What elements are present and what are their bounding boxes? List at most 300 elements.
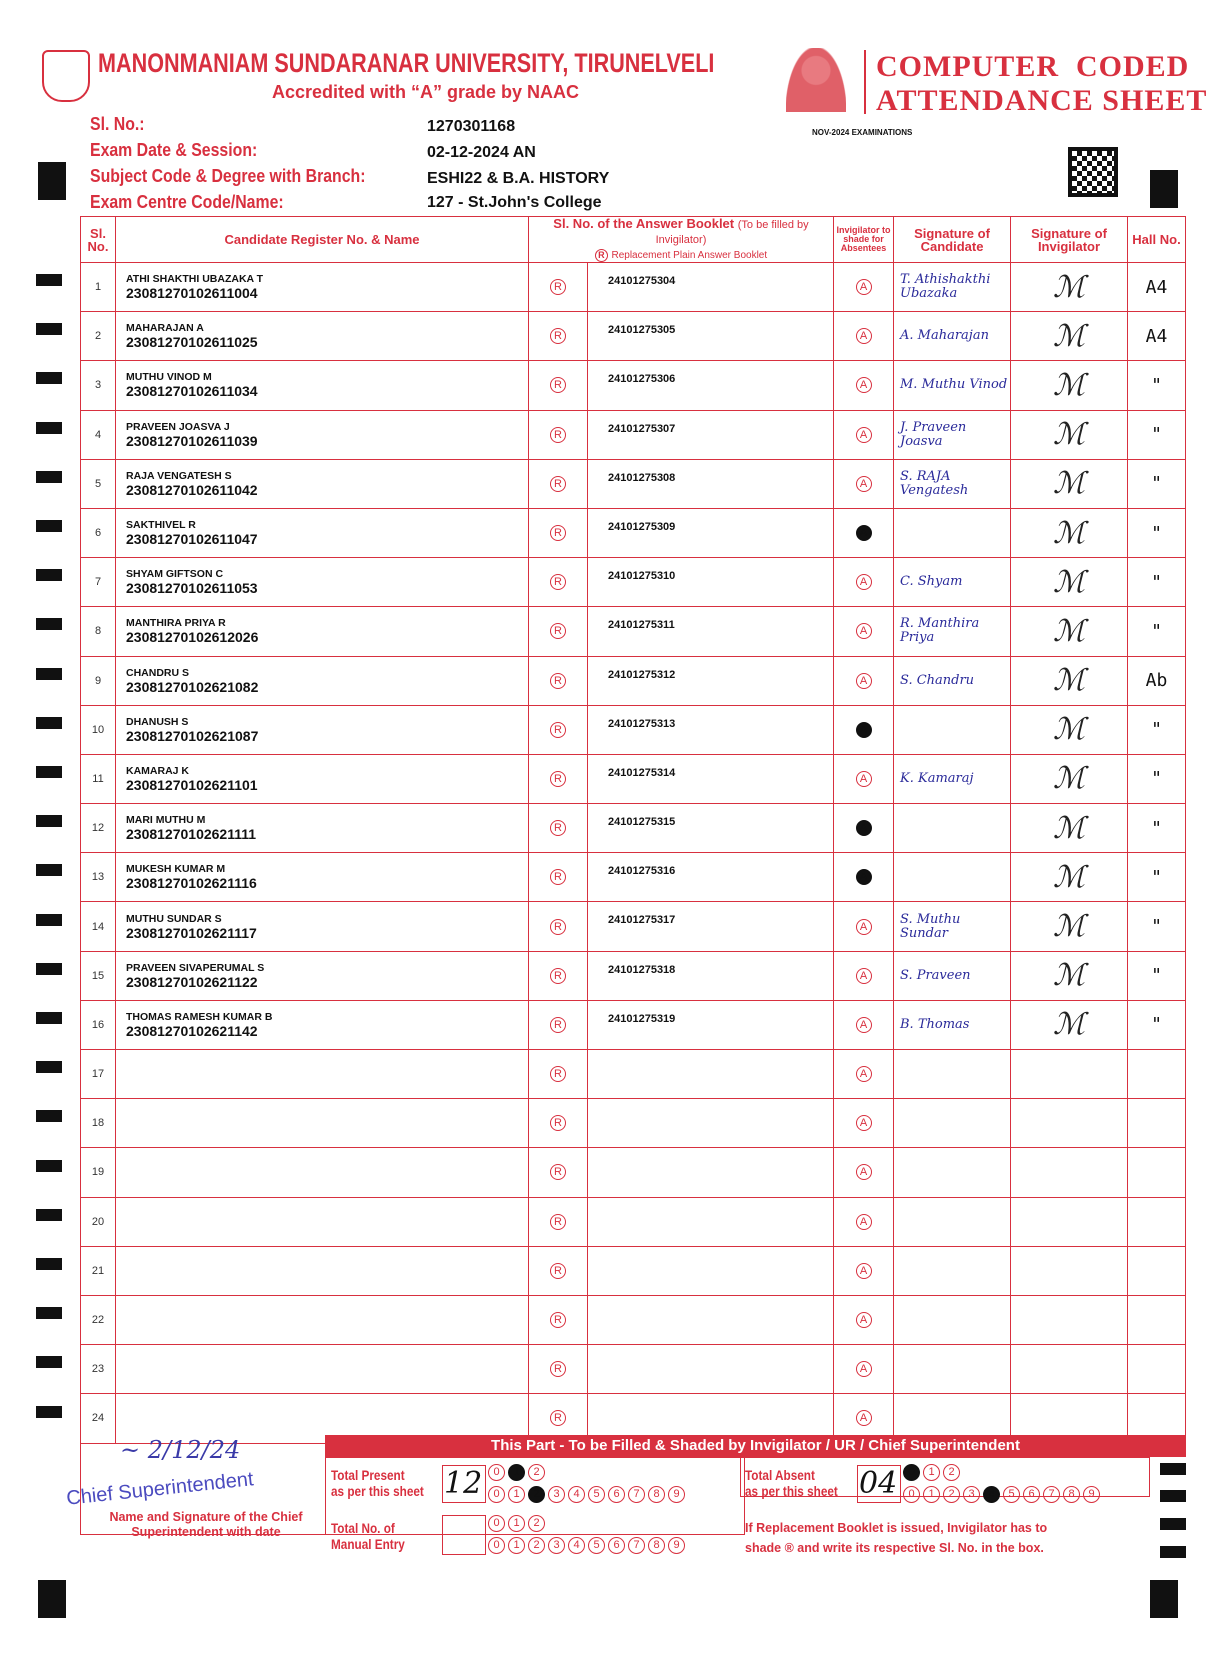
replacement-bubble[interactable]: R <box>550 1164 566 1180</box>
hall-number: " <box>1128 508 1186 557</box>
absent-bubble[interactable]: A <box>856 1017 872 1033</box>
candidate-cell <box>116 1000 529 1049</box>
row-sl: 2 <box>81 312 116 361</box>
absent-cell <box>834 263 894 312</box>
booklet-number: 24101275313 <box>588 705 834 754</box>
absent-bubble[interactable]: A <box>856 328 872 344</box>
timing-mark <box>36 1406 62 1418</box>
absent-bubble[interactable]: A <box>856 968 872 984</box>
table-row <box>81 804 1186 853</box>
absent-cell <box>834 607 894 656</box>
digit-bubble[interactable]: 2 <box>528 1464 545 1481</box>
col-sl: Sl. No. <box>81 217 116 263</box>
hall-number: " <box>1128 558 1186 607</box>
university-name: MANONMANIAM SUNDARANAR UNIVERSITY, TIRUNELVELI <box>98 48 715 78</box>
candidate-signature: S. Chandru <box>894 656 1011 705</box>
replacement-bubble[interactable]: R <box>550 869 566 885</box>
row-sl: 17 <box>81 1050 116 1099</box>
timing-mark <box>36 1061 62 1073</box>
founder-portrait <box>786 48 846 112</box>
candidate-signature: A. Maharajan <box>894 312 1011 361</box>
replacement-bubble[interactable]: R <box>550 1312 566 1328</box>
digit-bubble[interactable]: 4 <box>568 1486 585 1503</box>
timing-mark <box>36 323 62 335</box>
digit-bubble[interactable]: 0 <box>488 1537 505 1554</box>
replacement-cell <box>529 508 588 557</box>
centre-value: 127 - St.John's College <box>427 194 602 211</box>
replacement-bubble[interactable]: R <box>550 820 566 836</box>
hall-number: A4 <box>1128 263 1186 312</box>
absent-bubble[interactable]: A <box>856 771 872 787</box>
col-candidate-signature: Signature of Candidate <box>894 217 1011 263</box>
replacement-cell <box>529 1000 588 1049</box>
col-invigilator-signature: Signature of Invigilator <box>1011 217 1128 263</box>
candidate-cell <box>116 656 529 705</box>
absent-bubble[interactable]: A <box>856 279 872 295</box>
subject-value: ESHI22 & B.A. HISTORY <box>427 170 610 187</box>
row-sl: 18 <box>81 1099 116 1148</box>
exam-date-label: Exam Date & Session: <box>90 140 258 160</box>
hall-number <box>1128 1099 1186 1148</box>
absent-bubble[interactable]: A <box>856 525 872 541</box>
row-sl: 7 <box>81 558 116 607</box>
timing-mark <box>36 1012 62 1024</box>
candidate-name: MUTHU VINOD M <box>126 371 212 384</box>
digit-bubble[interactable]: 7 <box>628 1537 645 1554</box>
total-present-value: 12 <box>444 1466 483 1501</box>
candidate-name: CHANDRU S <box>126 666 189 679</box>
invigilator-signature: ℳ <box>1011 754 1128 803</box>
booklet-number: 24101275316 <box>588 853 834 902</box>
absent-bubble[interactable]: A <box>856 623 872 639</box>
absent-bubble[interactable]: A <box>856 1361 872 1377</box>
booklet-number <box>588 1148 834 1197</box>
replacement-bubble[interactable]: R <box>550 623 566 639</box>
replacement-bubble[interactable]: R <box>550 919 566 935</box>
digit-bubble[interactable]: 6 <box>608 1537 625 1554</box>
register-number: 23081270102611039 <box>126 432 258 449</box>
row-sl: 23 <box>81 1345 116 1394</box>
absent-cell <box>834 951 894 1000</box>
table-row <box>81 705 1186 754</box>
invigilator-signature <box>1011 1148 1128 1197</box>
table-row <box>81 410 1186 459</box>
sheet-title <box>876 50 1207 118</box>
exam-name: NOV-2024 EXAMINATIONS <box>812 128 913 137</box>
digit-bubble[interactable]: 5 <box>1003 1486 1020 1503</box>
alignment-mark <box>38 162 66 200</box>
replacement-cell <box>529 312 588 361</box>
digit-bubble[interactable]: 1 <box>508 1515 525 1532</box>
total-absent-value: 04 <box>859 1466 898 1501</box>
digit-bubbles <box>488 1537 685 1554</box>
replacement-bubble[interactable]: R <box>550 328 566 344</box>
col-hall: Hall No. <box>1128 217 1186 263</box>
candidate-cell <box>116 1197 529 1246</box>
label-line: Total No. of <box>331 1520 395 1536</box>
register-number: 23081270102621101 <box>126 776 258 793</box>
absent-cell <box>834 1050 894 1099</box>
digit-bubble[interactable]: 9 <box>668 1537 685 1554</box>
replacement-cell <box>529 804 588 853</box>
hall-number: " <box>1128 705 1186 754</box>
col-invigilator-shade: Invigilator to shade for Absentees <box>834 217 894 263</box>
digit-bubbles <box>903 1486 1100 1503</box>
digit-bubbles <box>488 1464 545 1481</box>
booklet-number <box>588 1246 834 1295</box>
hall-number <box>1128 1345 1186 1394</box>
booklet-number: 24101275304 <box>588 263 834 312</box>
absent-cell <box>834 361 894 410</box>
absent-bubble[interactable]: A <box>856 722 872 738</box>
invigilator-signature: ℳ <box>1011 459 1128 508</box>
booklet-number: 24101275311 <box>588 607 834 656</box>
invigilator-signature: ℳ <box>1011 804 1128 853</box>
digit-bubble[interactable]: 8 <box>648 1486 665 1503</box>
digit-bubble[interactable]: 0 <box>903 1486 920 1503</box>
row-sl: 11 <box>81 754 116 803</box>
manual-entry-box[interactable] <box>442 1515 486 1555</box>
absent-cell <box>834 1000 894 1049</box>
row-sl: 22 <box>81 1295 116 1344</box>
candidate-signature: C. Shyam <box>894 558 1011 607</box>
replacement-bubble[interactable]: R <box>550 279 566 295</box>
hall-number: " <box>1128 951 1186 1000</box>
candidate-cell <box>116 1099 529 1148</box>
replacement-bubble[interactable]: R <box>550 1066 566 1082</box>
digit-bubble[interactable]: 0 <box>488 1464 505 1481</box>
digit-bubble[interactable]: 5 <box>588 1486 605 1503</box>
candidate-name: SAKTHIVEL R <box>126 519 196 532</box>
register-number: 23081270102621142 <box>126 1022 258 1039</box>
digit-bubble[interactable]: 1 <box>508 1537 525 1554</box>
row-sl: 15 <box>81 951 116 1000</box>
row-sl: 6 <box>81 508 116 557</box>
footer-banner: This Part - To be Filled & Shaded by Invigilator / UR / Chief Superintendent <box>325 1435 1186 1457</box>
invigilator-signature: ℳ <box>1011 410 1128 459</box>
r-bubble-icon: R <box>595 249 608 262</box>
absent-bubble[interactable]: A <box>856 1066 872 1082</box>
timing-mark <box>36 422 62 434</box>
note-line: shade ® and write its respective Sl. No. in the box. <box>745 1541 1044 1555</box>
college-stamp: Chief Superintendent <box>65 1468 255 1510</box>
digit-bubble[interactable]: 2 <box>528 1515 545 1532</box>
timing-mark <box>36 372 62 384</box>
timing-mark <box>36 668 62 680</box>
absent-bubble[interactable]: A <box>856 1312 872 1328</box>
candidate-signature <box>894 1295 1011 1344</box>
absent-bubble[interactable]: A <box>856 673 872 689</box>
alignment-mark <box>1150 1580 1178 1618</box>
digit-bubble[interactable]: 4 <box>983 1486 1000 1503</box>
row-sl: 14 <box>81 902 116 951</box>
absent-bubble[interactable]: A <box>856 869 872 885</box>
table-row <box>81 1246 1186 1295</box>
label-line: as per this sheet <box>745 1483 838 1499</box>
timing-mark <box>1160 1463 1186 1475</box>
candidate-cell <box>116 410 529 459</box>
digit-bubbles <box>488 1486 685 1503</box>
digit-bubble[interactable]: 1 <box>923 1486 940 1503</box>
row-sl: 24 <box>81 1394 116 1443</box>
absent-bubble[interactable]: A <box>856 574 872 590</box>
candidate-name: MAHARAJAN A <box>126 322 204 335</box>
booklet-number <box>588 1099 834 1148</box>
booklet-number <box>588 1295 834 1344</box>
replacement-cell <box>529 853 588 902</box>
chief-superintendent-signature: ~ 2/12/24 <box>120 1436 241 1464</box>
replacement-bubble[interactable]: R <box>550 574 566 590</box>
digit-bubble[interactable]: 2 <box>528 1486 545 1503</box>
replacement-bubble[interactable]: R <box>550 722 566 738</box>
digit-bubbles <box>488 1515 545 1532</box>
timing-mark <box>1160 1518 1186 1530</box>
replacement-cell <box>529 656 588 705</box>
absent-bubble[interactable]: A <box>856 1115 872 1131</box>
sheet-title-line2: ATTENDANCE SHEET <box>876 84 1208 117</box>
replacement-bubble[interactable]: R <box>550 673 566 689</box>
register-number: 23081270102621117 <box>126 924 257 941</box>
candidate-cell <box>116 705 529 754</box>
hall-number: " <box>1128 754 1186 803</box>
candidate-signature <box>894 705 1011 754</box>
absent-bubble[interactable]: A <box>856 476 872 492</box>
booklet-number: 24101275305 <box>588 312 834 361</box>
booklet-number: 24101275317 <box>588 902 834 951</box>
booklet-number: 24101275310 <box>588 558 834 607</box>
register-number: 23081270102611047 <box>126 531 258 548</box>
candidate-cell <box>116 312 529 361</box>
hall-number <box>1128 1197 1186 1246</box>
digit-bubble[interactable]: 8 <box>648 1537 665 1554</box>
divider <box>864 50 866 114</box>
invigilator-signature <box>1011 1295 1128 1344</box>
replacement-bubble[interactable]: R <box>550 1214 566 1230</box>
absent-bubble[interactable]: A <box>856 427 872 443</box>
hall-number <box>1128 1295 1186 1344</box>
candidate-cell <box>116 1345 529 1394</box>
absent-bubble[interactable]: A <box>856 1214 872 1230</box>
digit-bubble[interactable]: 9 <box>668 1486 685 1503</box>
candidate-signature: R. Manthira Priya <box>894 607 1011 656</box>
total-absent-label <box>745 1467 856 1499</box>
hall-number: " <box>1128 1000 1186 1049</box>
exam-date-value: 02-12-2024 AN <box>427 144 536 161</box>
absent-bubble[interactable]: A <box>856 377 872 393</box>
register-number: 23081270102611025 <box>126 334 258 351</box>
absent-cell <box>834 754 894 803</box>
row-sl: 13 <box>81 853 116 902</box>
label-line: Total Absent <box>745 1467 815 1483</box>
replacement-bubble[interactable]: R <box>550 427 566 443</box>
absent-bubble[interactable]: A <box>856 1164 872 1180</box>
invigilator-signature: ℳ <box>1011 1000 1128 1049</box>
row-sl: 1 <box>81 263 116 312</box>
row-sl: 19 <box>81 1148 116 1197</box>
timing-mark <box>1160 1490 1186 1502</box>
replacement-bubble[interactable]: R <box>550 377 566 393</box>
digit-bubble[interactable]: 3 <box>548 1486 565 1503</box>
booklet-number: 24101275309 <box>588 508 834 557</box>
candidate-signature <box>894 1099 1011 1148</box>
booklet-number <box>588 1197 834 1246</box>
invigilator-signature <box>1011 1246 1128 1295</box>
replacement-cell <box>529 361 588 410</box>
replacement-bubble[interactable]: R <box>550 1410 566 1426</box>
alignment-mark <box>1150 170 1178 208</box>
replacement-bubble[interactable]: R <box>550 1361 566 1377</box>
row-sl: 8 <box>81 607 116 656</box>
label-line: Total Present <box>331 1467 405 1483</box>
replacement-bubble[interactable]: R <box>550 476 566 492</box>
timing-mark <box>36 569 62 581</box>
replacement-cell <box>529 1295 588 1344</box>
booklet-number <box>588 1050 834 1099</box>
digit-bubble[interactable]: 1 <box>923 1464 940 1481</box>
hall-number: " <box>1128 804 1186 853</box>
absent-bubble[interactable]: A <box>856 1263 872 1279</box>
booklet-number: 24101275308 <box>588 459 834 508</box>
chief-superintendent-label: Name and Signature of the Chief Superintendent with date <box>109 1510 303 1539</box>
digit-bubble[interactable]: 8 <box>1063 1486 1080 1503</box>
total-present-label <box>331 1467 442 1499</box>
absent-cell <box>834 312 894 361</box>
digit-bubble[interactable]: 7 <box>628 1486 645 1503</box>
candidate-name: MANTHIRA PRIYA R <box>126 617 226 630</box>
digit-bubble[interactable]: 4 <box>568 1537 585 1554</box>
digit-bubble[interactable]: 3 <box>548 1537 565 1554</box>
table-row <box>81 1295 1186 1344</box>
replacement-bubble[interactable]: R <box>550 525 566 541</box>
candidate-name: PRAVEEN JOASVA J <box>126 420 230 433</box>
digit-bubble[interactable]: 0 <box>488 1515 505 1532</box>
timing-mark <box>36 1307 62 1319</box>
absent-cell <box>834 656 894 705</box>
register-number: 23081270102612026 <box>126 629 259 646</box>
candidate-cell <box>116 558 529 607</box>
absent-bubble[interactable]: A <box>856 919 872 935</box>
table-row <box>81 902 1186 951</box>
hall-number: " <box>1128 902 1186 951</box>
candidate-name: MUTHU SUNDAR S <box>126 912 222 925</box>
replacement-cell <box>529 1148 588 1197</box>
replacement-bubble[interactable]: R <box>550 1017 566 1033</box>
row-sl: 16 <box>81 1000 116 1049</box>
timing-mark <box>36 717 62 729</box>
digit-bubble[interactable]: 1 <box>508 1464 525 1481</box>
booklet-number: 24101275312 <box>588 656 834 705</box>
row-sl: 4 <box>81 410 116 459</box>
table-row <box>81 1099 1186 1148</box>
absent-cell <box>834 853 894 902</box>
subject-label: Subject Code & Degree with Branch: <box>90 166 366 186</box>
candidate-signature: B. Thomas <box>894 1000 1011 1049</box>
candidate-name: MARI MUTHU M <box>126 814 206 827</box>
table-row <box>81 656 1186 705</box>
digit-bubble[interactable]: 1 <box>508 1486 525 1503</box>
absent-bubble[interactable]: A <box>856 1410 872 1426</box>
timing-mark <box>36 815 62 827</box>
candidate-signature <box>894 1050 1011 1099</box>
timing-mark <box>36 1356 62 1368</box>
candidate-name: MUKESH KUMAR M <box>126 863 226 876</box>
hall-number <box>1128 1148 1186 1197</box>
digit-bubble[interactable]: 7 <box>1043 1486 1060 1503</box>
hall-number: A4 <box>1128 312 1186 361</box>
digit-bubble[interactable]: 3 <box>963 1486 980 1503</box>
replacement-bubble[interactable]: R <box>550 771 566 787</box>
hall-number: " <box>1128 410 1186 459</box>
table-row <box>81 459 1186 508</box>
invigilator-signature: ℳ <box>1011 656 1128 705</box>
register-number: 23081270102611004 <box>126 285 258 302</box>
replacement-bubble[interactable]: R <box>550 968 566 984</box>
invigilator-signature <box>1011 1345 1128 1394</box>
hall-number: " <box>1128 853 1186 902</box>
candidate-cell <box>116 853 529 902</box>
candidate-signature <box>894 804 1011 853</box>
label-line: Manual Entry <box>331 1536 405 1552</box>
booklet-heading: Sl. No. of the Answer Booklet <box>553 216 735 231</box>
absent-cell <box>834 1197 894 1246</box>
absent-cell <box>834 508 894 557</box>
booklet-number: 24101275306 <box>588 361 834 410</box>
replacement-bubble[interactable]: R <box>550 1115 566 1131</box>
digit-bubble[interactable]: 2 <box>943 1464 960 1481</box>
note-line: If Replacement Booklet is issued, Invigilator has to <box>745 1521 1048 1535</box>
digit-bubble[interactable]: 0 <box>488 1486 505 1503</box>
digit-bubble[interactable]: 9 <box>1083 1486 1100 1503</box>
timing-mark <box>36 864 62 876</box>
replacement-cell <box>529 1246 588 1295</box>
candidate-cell <box>116 263 529 312</box>
absent-bubble[interactable]: A <box>856 820 872 836</box>
candidate-signature: S. Muthu Sundar <box>894 902 1011 951</box>
digit-bubble[interactable]: 6 <box>608 1486 625 1503</box>
replacement-bubble[interactable]: R <box>550 1263 566 1279</box>
row-sl: 12 <box>81 804 116 853</box>
register-number: 23081270102621116 <box>126 875 257 892</box>
row-sl: 21 <box>81 1246 116 1295</box>
replacement-cell <box>529 558 588 607</box>
invigilator-signature: ℳ <box>1011 951 1128 1000</box>
candidate-name: THOMAS RAMESH KUMAR B <box>126 1010 273 1023</box>
invigilator-signature: ℳ <box>1011 705 1128 754</box>
register-number: 23081270102621122 <box>126 973 258 990</box>
candidate-signature <box>894 1197 1011 1246</box>
register-number: 23081270102621111 <box>126 826 257 843</box>
absent-cell <box>834 459 894 508</box>
digit-bubble[interactable]: 5 <box>588 1537 605 1554</box>
replacement-cell <box>529 754 588 803</box>
hall-number: " <box>1128 361 1186 410</box>
timing-mark <box>36 520 62 532</box>
timing-mark <box>36 1209 62 1221</box>
digit-bubble[interactable]: 6 <box>1023 1486 1040 1503</box>
candidate-cell <box>116 1148 529 1197</box>
booklet-number: 24101275315 <box>588 804 834 853</box>
candidate-cell <box>116 754 529 803</box>
booklet-number: 24101275319 <box>588 1000 834 1049</box>
table-row <box>81 1345 1186 1394</box>
candidate-signature <box>894 1246 1011 1295</box>
digit-bubble[interactable]: 2 <box>943 1486 960 1503</box>
absent-cell <box>834 1295 894 1344</box>
candidate-name: KAMARAJ K <box>126 764 189 777</box>
digit-bubble[interactable]: 2 <box>528 1537 545 1554</box>
digit-bubble[interactable]: 0 <box>903 1464 920 1481</box>
timing-mark <box>1160 1546 1186 1558</box>
